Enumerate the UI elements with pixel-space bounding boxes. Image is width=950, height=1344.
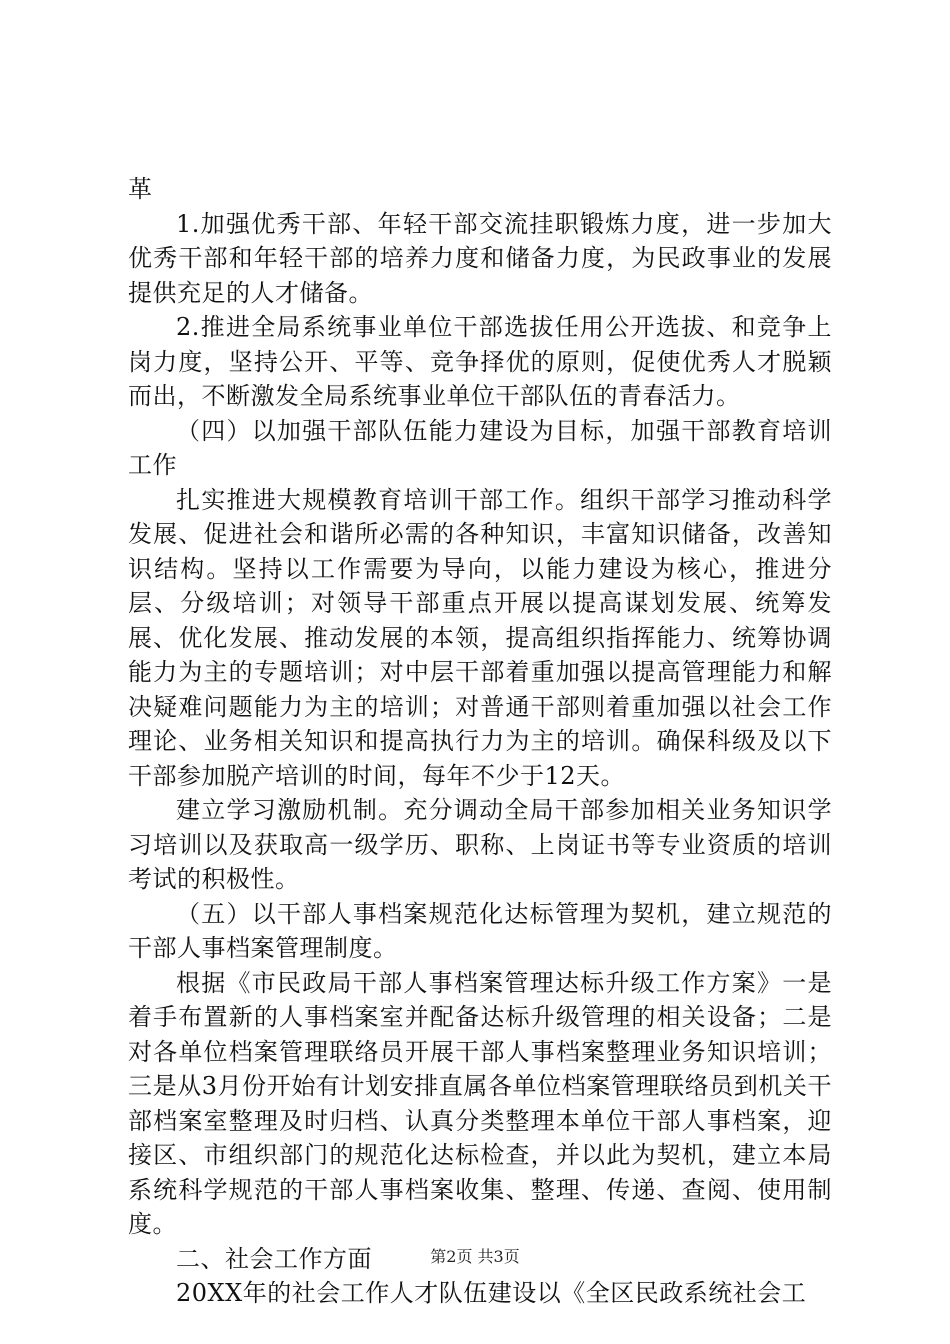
paragraph-3: 2.推进全局系统事业单位干部选拔任用公开选拔、和竞争上岗力度，坚持公开、平等、竞争择优的原则，促使优秀人才脱颖而出，不断激发全局系统事业单位干部队伍的青春活力。 — [128, 313, 832, 410]
paragraph-2: 1.加强优秀干部、年轻干部交流挂职锻炼力度，进一步加大优秀干部和年轻干部的培养力度和储备力度，为民政事业的发展提供充足的人才储备。 — [128, 209, 832, 307]
page-footer: 第2页 共3页 — [430, 1247, 520, 1266]
paragraph-10: 20XX年的社会工作人才队伍建设以《全区民政系统社会工 — [176, 1279, 807, 1307]
section-heading-5: （五）以干部人事档案规范化达标管理为契机，建立规范的干部人事档案管理制度。 — [128, 899, 832, 962]
paragraph-5: 扎实推进大规模教育培训干部工作。组织干部学习推动科学发展、促进社会和谐所必需的各种知识，丰富知识储备，改善知识结构。坚持以工作需要为导向，以能力建设为核心，推进分层、分级培训；对领导干部重点开展以提高谋划发展、统筹发展、优化发展、推动发展的本领，提高组织指挥能力、统筹协调能力为主的专题培训；对中层干部着重加强以提高管理能力和解决疑难问题能力为主的培训；对普通干部则着重加强以社会工作理论、业务相关知识和提高执行力为主的培训。确保科级及以下干部参加脱产培训的时间，每年不少于12天。 — [128, 485, 832, 790]
paragraph-8: 根据《市民政局干部人事档案管理达标升级工作方案》一是着手布置新的人事档案室并配备达标升级管理的相关设备；二是对各单位档案管理联络员开展干部人事档案整理业务知识培训；三是从3月份开始有计划安排直属各单位档案管理联络员到机关干部档案室整理及时归档、认真分类整理本单位干部人事档案，迎接区、市组织部门的规范化达标检查，并以此为契机，建立本局系统科学规范的干部人事档案收集、整理、传递、查阅、使用制度。 — [128, 968, 832, 1238]
document-body — [128, 172, 832, 1311]
section-heading-4: （四）以加强干部队伍能力建设为目标，加强干部教育培训工作 — [128, 416, 832, 479]
paragraph-1: 革 — [128, 175, 153, 203]
section-heading-social-work: 二、社会工作方面 — [176, 1244, 372, 1273]
paragraph-6: 建立学习激励机制。充分调动全局干部参加相关业务知识学习培训以及获取高一级学历、职称、上岗证书等专业资质的培训考试的积极性。 — [128, 796, 832, 893]
